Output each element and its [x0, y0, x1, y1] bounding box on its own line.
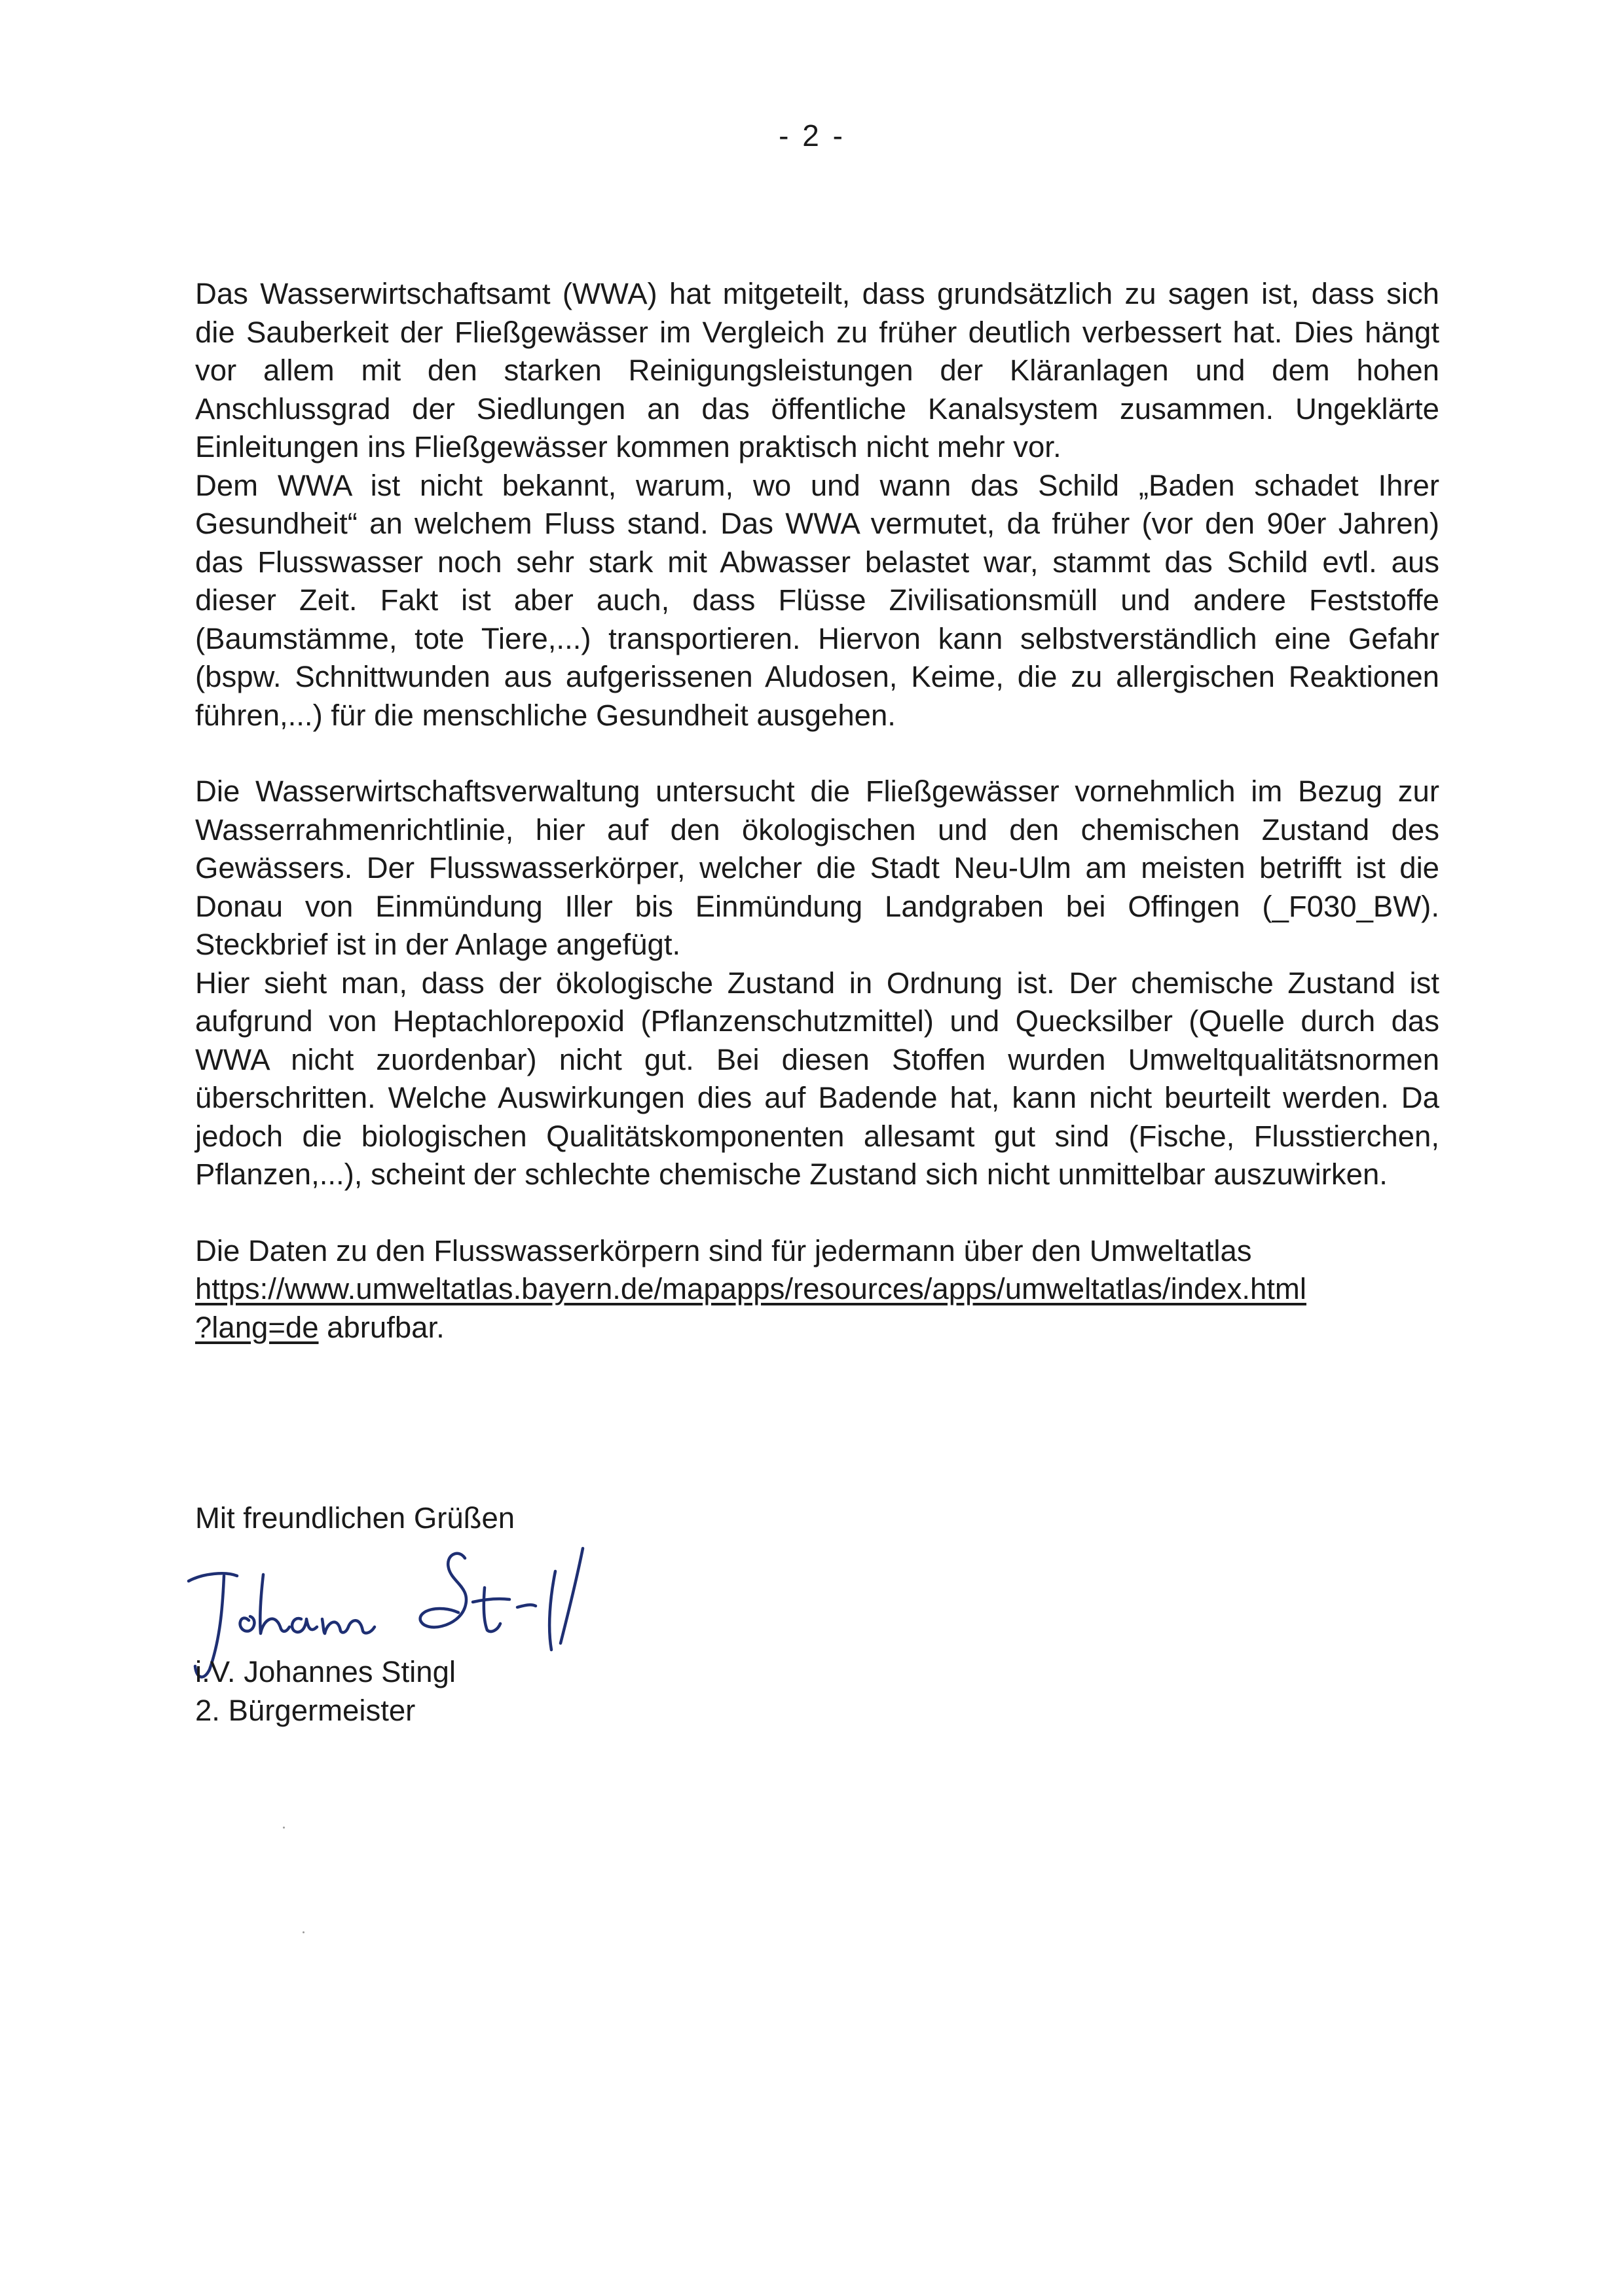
link-text-part2: ?lang=de: [195, 1310, 319, 1344]
text-line: Jahren) das Flusswasser noch sehr stark mit Abwasser belastet war, stammt das: [195, 507, 1439, 579]
text-line: Ungeklärte Einleitungen ins Fließgewässer kommen praktisch nicht mehr vor.: [195, 392, 1439, 464]
text-line: allesamt gut sind (Fische, Flusstierchen, Pflanzen,...), scheint der schlechte: [195, 1119, 1439, 1191]
text-line: zur Wasserrahmenrichtlinie, hier auf den ökologischen und den chemischen Zustand: [195, 774, 1439, 847]
text-line: Gesundheit“ an welchem Fluss stand. Das WWA vermutet, da früher (vor den 90er: [195, 507, 1327, 540]
text-line: selbstverständlich eine Gefahr (bspw. Schnittwunden aus aufgerissenen Aludosen,: [195, 621, 1439, 693]
signer-title: 2. Bürgermeister: [195, 1693, 416, 1727]
text-line: hohen Anschlussgrad der Siedlungen an das öffentliche Kanalsystem zusammen.: [195, 354, 1439, 426]
text-line: (_F030_BW). Steckbrief ist in der Anlage angefügt.: [195, 889, 1439, 961]
text-line: ist aufgrund von Heptachlorepoxid (Pflanzenschutzmittel) und Quecksilber (Quelle: [195, 966, 1439, 1038]
text-line: betrifft ist die Donau von Einmündung Iller bis Einmündung Landgraben bei Offingen: [195, 851, 1439, 923]
text-line: des Gewässers. Der Flusswasserkörper, welcher die Stadt Neu-Ulm am meisten: [195, 812, 1439, 884]
scan-speck: [303, 1931, 304, 1933]
link-text-part1: https://www.umweltatlas.bayern.de/mapapps/resources/apps/umweltatlas/index.html: [195, 1272, 1306, 1305]
letter-body: [195, 275, 1439, 1347]
paragraph-data-access: [195, 1232, 1439, 1347]
paragraph-water-status: [195, 773, 1439, 1194]
text-suffix: abrufbar.: [318, 1310, 445, 1344]
text-line: Das Wasserwirtschaftsamt (WWA) hat mitgeteilt, dass grundsätzlich zu sagen ist, dass: [195, 277, 1375, 310]
text-line: Dies hängt vor allem mit den starken Reinigungsleistungen der Kläranlagen und dem: [195, 315, 1439, 387]
closing-greeting: Mit freundlichen Grüßen: [195, 1501, 515, 1535]
signer-name: i.V. Johannes Stingl: [195, 1655, 456, 1688]
text-line: Hier sieht man, dass der ökologische Zustand in Ordnung ist. Der chemische Zustand: [195, 966, 1395, 1000]
text-line: durch das WWA nicht zuordenbar) nicht gut. Bei diesen Stoffen wurden: [195, 1004, 1439, 1076]
paragraph-wwa-statement: [195, 275, 1439, 735]
text-line: Feststoffe (Baumstämme, tote Tiere,...) transportieren. Hiervon kann: [195, 583, 1439, 655]
text-line: Die Wasserwirtschaftsverwaltung untersucht die Fließgewässer vornehmlich im Bezug: [195, 774, 1383, 808]
text-line: Schild evtl. aus dieser Zeit. Fakt ist aber auch, dass Flüsse Zivilisationsmüll und andere: [195, 545, 1439, 617]
scan-speck: [283, 1827, 285, 1829]
text-line: Umweltqualitätsnormen überschritten. Welche Auswirkungen dies auf Badende hat,: [195, 1042, 1439, 1114]
text-line: Dem WWA ist nicht bekannt, warum, wo und wann das Schild „Baden schadet Ihrer: [195, 468, 1439, 502]
text-line: sich die Sauberkeit der Fließgewässer im Vergleich zu früher deutlich verbessert hat.: [195, 277, 1439, 349]
page-number: - 2 -: [779, 118, 845, 153]
text-line: Keime, die zu allergischen Reaktionen führen,...) für die menschliche Gesundheit: [195, 660, 1439, 732]
text-line: ausgehen.: [756, 698, 896, 732]
text-line: kann nicht beurteilt werden. Da jedoch die biologischen Qualitätskomponenten: [195, 1081, 1439, 1153]
text-line: chemische Zustand sich nicht unmittelbar auszuwirken.: [659, 1157, 1388, 1191]
signer-block: [195, 1653, 456, 1730]
text-line: Die Daten zu den Flusswasserkörpern sind für jedermann über den Umweltatlas: [195, 1233, 1252, 1267]
